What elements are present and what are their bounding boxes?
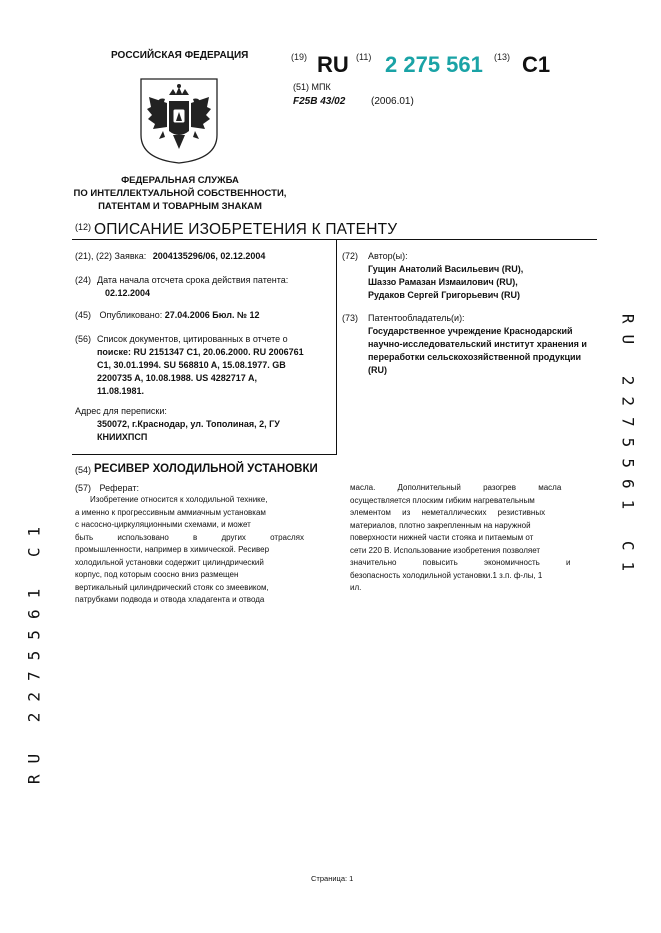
abstract-label-text: Реферат:: [99, 483, 139, 493]
document-title: ОПИСАНИЕ ИЗОБРЕТЕНИЯ К ПАТЕНТУ: [94, 221, 398, 238]
page-number: Страница: 1: [311, 874, 354, 883]
kind-code: C1: [522, 52, 551, 77]
term-start-code: (24): [75, 275, 92, 285]
author-name: Гущин Анатолий Васильевич (RU),: [368, 264, 524, 274]
term-start-field: [75, 274, 330, 300]
cited-documents-line: поиске: RU 2151347 C1, 20.06.2000. RU 2006761: [97, 347, 304, 357]
cited-documents-line: 2200735 A, 10.08.1988. US 4282717 A,: [97, 373, 257, 383]
bottom-rule: [72, 454, 337, 455]
owner-line: (RU): [368, 365, 387, 375]
country-label: РОССИЙСКАЯ ФЕДЕРАЦИЯ: [111, 50, 249, 61]
authors-label: Автор(ы):: [368, 251, 408, 261]
code-11: (11): [356, 52, 372, 62]
abstract-line: ил.: [350, 583, 362, 592]
abstract-line: а именно к прогрессивным аммиачным установкам: [75, 507, 266, 517]
code-12: (12): [75, 222, 92, 232]
abstract-line: безопасность холодильной установки.1 з.п. ф-лы, 1: [350, 570, 543, 580]
abstract-line: поверхности нижней части стояка и питаемым от: [350, 533, 534, 542]
invention-title: РЕСИВЕР ХОЛОДИЛЬНОЙ УСТАНОВКИ: [94, 463, 318, 475]
abstract-line: значительно повысить экономичность и: [350, 558, 571, 567]
margin-patent-number-left: RU 2275561 C1: [24, 515, 44, 785]
owner-line: переработки сельскохозяйственной продукции: [368, 352, 582, 362]
agency-line-3: ПАТЕНТАМ И ТОВАРНЫМ ЗНАКАМ: [98, 201, 262, 212]
abstract-line: промышленности, например в химической. Ресивер: [75, 545, 270, 554]
abstract-line: вертикальный цилиндрический стояк со змеевиком,: [75, 582, 269, 592]
ipc-year: (2006.01): [371, 96, 414, 107]
address-label: Адрес для переписки:: [75, 406, 167, 416]
agency-line-1: ФЕДЕРАЛЬНАЯ СЛУЖБА: [121, 175, 239, 186]
abstract-line: холодильной установки содержит цилиндрический: [75, 557, 264, 567]
abstract-line: с насосно-циркуляционными схемами, и может: [75, 520, 251, 529]
publication-value: 27.04.2006 Бюл. № 12: [164, 310, 260, 320]
cited-documents-line: C1, 30.01.1994. SU 568810 A, 15.08.1977. GB: [97, 360, 286, 370]
code-13: (13): [494, 52, 511, 62]
authors-field: [342, 250, 602, 302]
publication-label: Опубликовано:: [99, 310, 163, 320]
abstract-column-2: [350, 482, 600, 595]
abstract-column-1: [75, 494, 319, 607]
cited-documents-code: (56): [75, 334, 92, 344]
abstract-line: сети 220 В. Использование изобретения позволяет: [350, 545, 541, 555]
code-19: (19): [291, 52, 308, 62]
abstract-line: Изобретение относится к холодильной технике,: [90, 495, 268, 504]
cited-documents-field: [75, 333, 335, 398]
title-rule: [72, 239, 597, 240]
publication-code: (45): [75, 310, 92, 320]
address-field: [75, 405, 335, 444]
owner-line: Государственное учреждение Краснодарский: [368, 326, 573, 336]
author-name: Рудаков Сергей Григорьевич (RU): [368, 290, 520, 300]
owner-label: Патентообладатель(и):: [368, 313, 465, 323]
margin-patent-number-right: RU 2275561 C1: [618, 313, 638, 583]
agency-line-2: ПО ИНТЕЛЛЕКТУАЛЬНОЙ СОБСТВЕННОСТИ,: [73, 188, 287, 199]
state-emblem: [139, 77, 219, 165]
address-line: 350072, г.Краснодар, ул. Тополиная, 2, ГУ: [97, 419, 280, 429]
application-code: (21), (22) Заявка:: [75, 251, 147, 261]
abstract-line: материалов, плотно закрепленным на наружной: [350, 520, 531, 530]
column-divider: [336, 240, 337, 454]
owner-line: научно-исследовательский институт хранения и: [368, 339, 587, 349]
invention-code: (54): [75, 465, 92, 475]
abstract-code: (57): [75, 483, 92, 493]
authors-code: (72): [342, 251, 359, 261]
ipc-label: (51) МПК: [293, 82, 331, 92]
term-start-value: 02.12.2004: [105, 288, 151, 298]
address-line: КНИИХПСП: [97, 432, 148, 442]
owner-code: (73): [342, 313, 359, 323]
application-field: [75, 250, 330, 263]
term-start-label: Дата начала отсчета срока действия патента:: [97, 275, 289, 285]
abstract-line: элементом из неметаллических резистивных: [350, 508, 546, 517]
cited-documents-line: 11.08.1981.: [97, 386, 145, 396]
agency-name: [55, 174, 305, 213]
ipc-code: F25B 43/02: [293, 96, 346, 107]
abstract-line: патрубками подвода и отвода хладагента и отвода: [75, 595, 265, 604]
publication-field: [75, 309, 330, 322]
patent-number: 2 275 561: [385, 52, 483, 77]
application-value: 2004135296/06, 02.12.2004: [152, 251, 266, 261]
abstract-line: осуществляется плоским гибким нагревательным: [350, 495, 535, 505]
owner-field: [342, 312, 604, 377]
eagle-emblem-icon: [139, 77, 219, 165]
author-name: Шаззо Рамазан Измаилович (RU),: [368, 277, 518, 287]
country-code: RU: [317, 52, 349, 77]
abstract-line: корпус, под которым соосно вниз размещен: [75, 570, 239, 579]
abstract-line: быть использовано в других отраслях: [75, 532, 304, 542]
abstract-line: масла. Дополнительный разогрев масла: [350, 483, 562, 492]
cited-documents-line: Список документов, цитированных в отчете о: [97, 334, 288, 344]
